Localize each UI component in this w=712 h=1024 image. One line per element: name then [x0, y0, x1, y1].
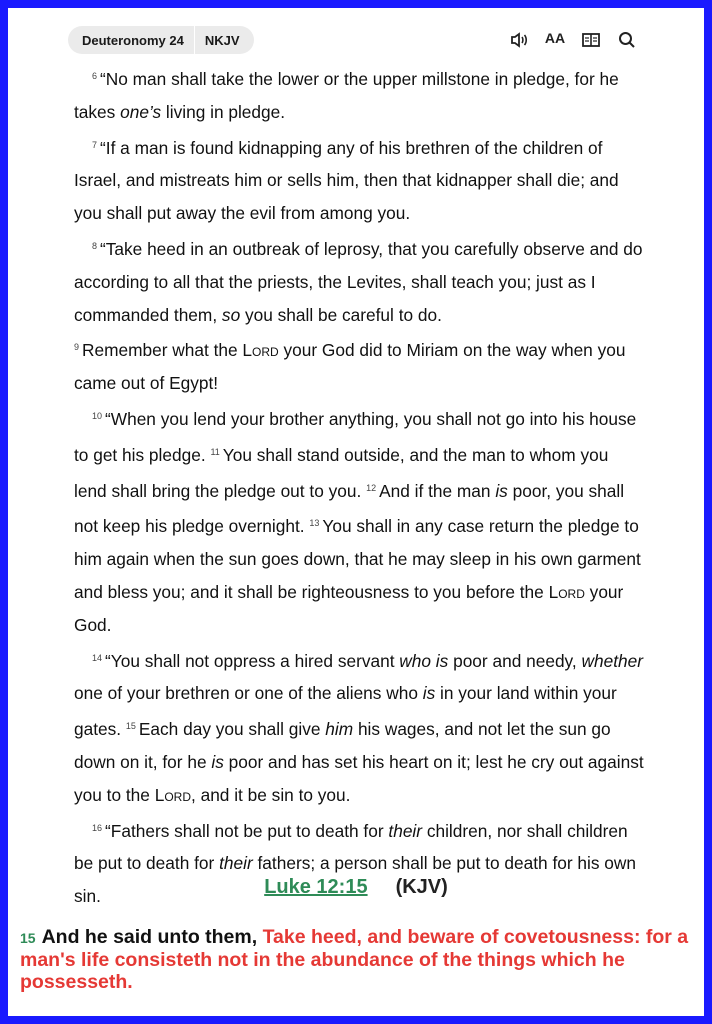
overlay-narration: And he said unto them,	[41, 926, 263, 948]
verses-14-15: $^{14}$ “You shall not oppress a hired servant who is poor and needy, whether one of your brethren or one of the aliens who is in your land within your gates. $^{15}$ Each day you shall give him his wages, and not let the sun go down on it, for he is poor and has set his heart on it; lest he cry out against you to the Lord, and it be sin to you.	[74, 650, 644, 805]
parallel-icon[interactable]	[580, 30, 602, 50]
overlay-version: (KJV)	[395, 876, 448, 898]
passage-selector	[68, 26, 254, 54]
verse-number: 13	[309, 518, 320, 529]
overlay-reference	[8, 876, 704, 899]
overlay-verse-number: 15	[20, 930, 36, 946]
verse-7: $^7$ “If a man is found kidnapping any of his brethren of the children of Israel, and mistreats him or sells him, then that kidnapper shall die; and you shall put away the evil from among you.	[74, 137, 619, 224]
chapter-text	[74, 60, 644, 913]
toolbar-icons	[508, 30, 638, 50]
verse-number: 8	[92, 240, 98, 251]
verse-number: 6	[92, 71, 98, 81]
verse-number: 7	[92, 139, 98, 150]
reference-link[interactable]: Luke 12:15	[264, 876, 368, 898]
verses-10-13: $^{10}$ “When you lend your brother anything, you shall not go into his house to get his pledge. $^{11}$ You shall stand outside, and the man to whom you lend shall bring the pledge out to you. $^{12}$ And if the man is poor, you shall not keep his pledge overnight. $^{13}$ You shall in any case return the pledge to him again when the sun goes down, that he may sleep in his own garment and bless you; and it shall be righteousness to you before the Lord your God.	[74, 408, 641, 635]
top-bar	[8, 8, 704, 66]
audio-icon[interactable]	[508, 30, 530, 50]
font-size-icon[interactable]: AA	[544, 30, 566, 46]
verse-9: $^9$ Remember what the Lord your God did to Miriam on the way when you came out of Egypt!	[74, 340, 626, 394]
overlay-verse	[20, 926, 696, 993]
verse-number: 9	[74, 342, 80, 353]
verse-number: 12	[366, 482, 377, 493]
search-icon[interactable]	[616, 30, 638, 50]
verse-number: 15	[125, 721, 136, 732]
verse-6: $^6$ “No man shall take the lower or the upper millstone in pledge, for he takes one’s living in pledge.	[74, 69, 619, 122]
version-button[interactable]: NKJV	[204, 32, 240, 48]
verse-number: 16	[92, 822, 103, 833]
verse-16: $^{16}$ “Fathers shall not be put to death for their children, nor shall children be put to death for their fathers; a person shall be put to death for his own sin.	[74, 820, 637, 907]
overlay-words-of-christ: Take heed, and beware of covetousness: for a man's life consisteth not in the abundance of the things which he possesseth.	[20, 926, 689, 993]
screen-frame	[8, 8, 704, 1016]
verse-number: 11	[210, 446, 220, 457]
verse-number: 10	[92, 410, 103, 421]
verse-8: $^8$ “Take heed in an outbreak of leprosy, that you carefully observe and do according to all that the priests, the Levites, shall teach you; just as I commanded them, so you shall be careful to do.	[74, 238, 643, 325]
verse-number: 14	[92, 652, 103, 663]
book-chapter-button[interactable]: Deuteronomy 24	[82, 32, 184, 48]
